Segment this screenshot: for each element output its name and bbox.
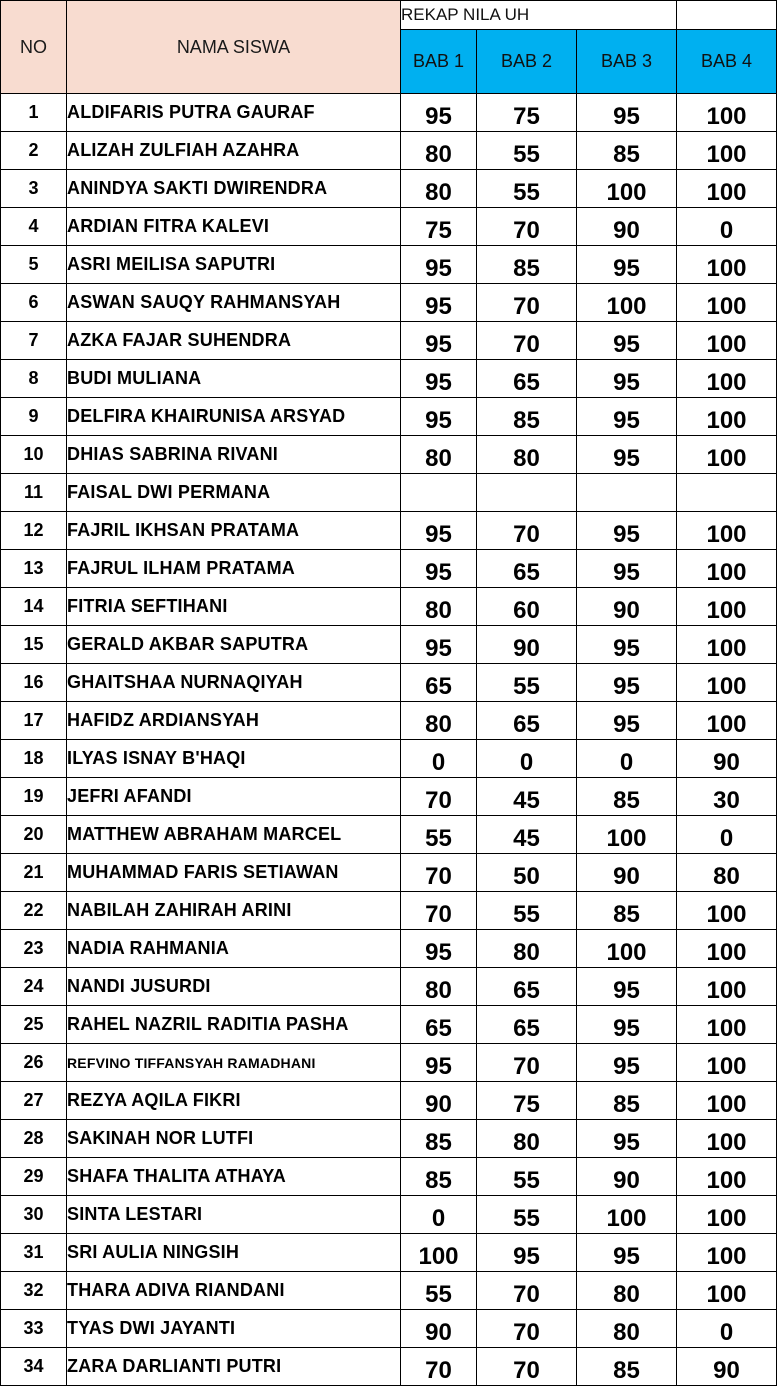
student-name-cell[interactable]: REZYA AQILA FIKRI <box>67 1082 401 1120</box>
score-bab-3-cell[interactable]: 95 <box>577 1044 677 1082</box>
score-bab-2-cell[interactable]: 65 <box>477 550 577 588</box>
score-bab-1-cell[interactable]: 70 <box>401 1348 477 1386</box>
score-bab-4-cell[interactable]: 100 <box>677 94 777 132</box>
score-bab-1-cell[interactable]: 85 <box>401 1158 477 1196</box>
student-name-cell[interactable]: HAFIDZ ARDIANSYAH <box>67 702 401 740</box>
score-bab-2-cell[interactable]: 90 <box>477 626 577 664</box>
student-name-cell[interactable]: SINTA LESTARI <box>67 1196 401 1234</box>
score-bab-2-cell[interactable]: 70 <box>477 1044 577 1082</box>
score-bab-1-cell[interactable]: 95 <box>401 246 477 284</box>
score-bab-3-cell[interactable]: 95 <box>577 664 677 702</box>
table-row <box>1 892 777 930</box>
score-bab-3-cell[interactable]: 90 <box>577 1158 677 1196</box>
student-name-cell[interactable]: SRI AULIA NINGSIH <box>67 1234 401 1272</box>
table-row <box>1 132 777 170</box>
student-no-cell[interactable]: 20 <box>1 816 67 854</box>
score-bab-2-cell[interactable]: 95 <box>477 1234 577 1272</box>
table-row <box>1 94 777 132</box>
score-bab-2-cell[interactable]: 55 <box>477 132 577 170</box>
score-bab-3-cell[interactable]: 95 <box>577 1120 677 1158</box>
score-bab-1-cell[interactable]: 95 <box>401 94 477 132</box>
score-bab-4-cell[interactable]: 100 <box>677 246 777 284</box>
student-name-cell[interactable]: DELFIRA KHAIRUNISA ARSYAD <box>67 398 401 436</box>
table-row <box>1 512 777 550</box>
score-bab-3-cell[interactable]: 95 <box>577 1006 677 1044</box>
score-bab-4-cell[interactable]: 100 <box>677 512 777 550</box>
score-bab-3-cell[interactable]: 85 <box>577 132 677 170</box>
student-name-cell[interactable]: THARA ADIVA RIANDANI <box>67 1272 401 1310</box>
header-no-cell[interactable]: NO <box>1 1 67 94</box>
header-rekap-cell[interactable]: REKAP NILA UH <box>401 1 677 30</box>
score-bab-4-cell[interactable]: 100 <box>677 702 777 740</box>
score-bab-2-cell[interactable]: 80 <box>477 436 577 474</box>
student-no-cell[interactable]: 13 <box>1 550 67 588</box>
score-bab-1-cell[interactable]: 80 <box>401 702 477 740</box>
score-bab-4-cell[interactable]: 100 <box>677 132 777 170</box>
score-bab-2-cell[interactable]: 75 <box>477 1082 577 1120</box>
score-bab-2-cell[interactable]: 75 <box>477 94 577 132</box>
student-name-cell[interactable]: MATTHEW ABRAHAM MARCEL <box>67 816 401 854</box>
score-bab-3-cell[interactable]: 90 <box>577 588 677 626</box>
student-name-cell[interactable]: GHAITSHAA NURNAQIYAH <box>67 664 401 702</box>
score-bab-4-cell[interactable]: 80 <box>677 854 777 892</box>
header-bab-1[interactable]: BAB 1 <box>401 30 477 94</box>
score-bab-3-cell[interactable]: 85 <box>577 892 677 930</box>
student-name-cell[interactable]: ARDIAN FITRA KALEVI <box>67 208 401 246</box>
score-bab-3-cell[interactable]: 85 <box>577 1348 677 1386</box>
table-row <box>1 1234 777 1272</box>
score-bab-2-cell[interactable]: 50 <box>477 854 577 892</box>
student-no-cell[interactable]: 23 <box>1 930 67 968</box>
table-row <box>1 1272 777 1310</box>
score-bab-2-cell[interactable]: 70 <box>477 1348 577 1386</box>
table-row <box>1 778 777 816</box>
score-bab-3-cell[interactable]: 0 <box>577 740 677 778</box>
score-bab-1-cell[interactable]: 95 <box>401 360 477 398</box>
score-bab-4-cell[interactable]: 100 <box>677 550 777 588</box>
student-name-cell[interactable]: BUDI MULIANA <box>67 360 401 398</box>
student-no-cell[interactable]: 22 <box>1 892 67 930</box>
table-row <box>1 1196 777 1234</box>
header-bab-3[interactable]: BAB 3 <box>577 30 677 94</box>
student-no-cell[interactable]: 14 <box>1 588 67 626</box>
student-name-cell[interactable]: ASWAN SAUQY RAHMANSYAH <box>67 284 401 322</box>
student-no-cell[interactable]: 15 <box>1 626 67 664</box>
score-bab-4-cell[interactable]: 100 <box>677 398 777 436</box>
score-bab-4-cell[interactable]: 30 <box>677 778 777 816</box>
score-bab-2-cell[interactable]: 65 <box>477 360 577 398</box>
score-bab-4-cell[interactable]: 100 <box>677 1272 777 1310</box>
student-no-cell[interactable]: 25 <box>1 1006 67 1044</box>
table-row <box>1 322 777 360</box>
score-bab-2-cell[interactable]: 65 <box>477 702 577 740</box>
student-name-cell[interactable]: SHAFA THALITA ATHAYA <box>67 1158 401 1196</box>
score-bab-2-cell[interactable]: 65 <box>477 1006 577 1044</box>
student-name-cell[interactable]: AZKA FAJAR SUHENDRA <box>67 322 401 360</box>
score-bab-1-cell[interactable]: 95 <box>401 930 477 968</box>
score-bab-4-cell[interactable]: 100 <box>677 1120 777 1158</box>
score-bab-3-cell[interactable]: 95 <box>577 398 677 436</box>
header-name-cell[interactable]: NAMA SISWA <box>67 1 401 94</box>
score-bab-1-cell[interactable]: 90 <box>401 1082 477 1120</box>
student-name-cell[interactable]: REFVINO TIFFANSYAH RAMADHANI <box>67 1044 401 1082</box>
score-bab-4-cell[interactable]: 100 <box>677 170 777 208</box>
table-row <box>1 246 777 284</box>
student-name-cell[interactable]: ASRI MEILISA SAPUTRI <box>67 246 401 284</box>
score-bab-1-cell[interactable]: 95 <box>401 284 477 322</box>
score-bab-3-cell[interactable]: 95 <box>577 512 677 550</box>
score-bab-2-cell[interactable]: 85 <box>477 398 577 436</box>
score-bab-4-cell[interactable]: 90 <box>677 740 777 778</box>
table-row <box>1 1120 777 1158</box>
score-bab-3-cell[interactable]: 100 <box>577 930 677 968</box>
score-bab-4-cell[interactable] <box>677 474 777 512</box>
table-row <box>1 208 777 246</box>
student-name-cell[interactable]: NANDI JUSURDI <box>67 968 401 1006</box>
score-bab-2-cell[interactable]: 55 <box>477 892 577 930</box>
score-bab-3-cell[interactable]: 85 <box>577 1082 677 1120</box>
score-bab-3-cell[interactable]: 85 <box>577 778 677 816</box>
score-bab-1-cell[interactable]: 80 <box>401 436 477 474</box>
score-bab-3-cell[interactable] <box>577 474 677 512</box>
student-no-cell[interactable]: 2 <box>1 132 67 170</box>
score-bab-4-cell[interactable]: 100 <box>677 1044 777 1082</box>
student-name-cell[interactable]: NADIA RAHMANIA <box>67 930 401 968</box>
score-bab-2-cell[interactable]: 70 <box>477 1310 577 1348</box>
score-bab-2-cell[interactable]: 80 <box>477 930 577 968</box>
score-bab-2-cell[interactable]: 80 <box>477 1120 577 1158</box>
score-bab-3-cell[interactable]: 100 <box>577 1196 677 1234</box>
score-bab-4-cell[interactable]: 100 <box>677 1006 777 1044</box>
score-bab-3-cell[interactable]: 95 <box>577 322 677 360</box>
score-bab-1-cell[interactable]: 80 <box>401 170 477 208</box>
score-bab-1-cell[interactable]: 0 <box>401 1196 477 1234</box>
score-bab-2-cell[interactable]: 55 <box>477 1158 577 1196</box>
table-row <box>1 284 777 322</box>
score-bab-4-cell[interactable]: 100 <box>677 1082 777 1120</box>
student-no-cell[interactable]: 28 <box>1 1120 67 1158</box>
score-bab-2-cell[interactable] <box>477 474 577 512</box>
score-bab-4-cell[interactable]: 100 <box>677 284 777 322</box>
table-row <box>1 854 777 892</box>
student-no-cell[interactable]: 12 <box>1 512 67 550</box>
score-bab-3-cell[interactable]: 80 <box>577 1310 677 1348</box>
table-row <box>1 816 777 854</box>
score-bab-4-cell[interactable]: 100 <box>677 892 777 930</box>
header-bab-4[interactable]: BAB 4 <box>677 30 777 94</box>
score-bab-2-cell[interactable]: 55 <box>477 664 577 702</box>
score-bab-1-cell[interactable]: 95 <box>401 322 477 360</box>
table-row <box>1 702 777 740</box>
score-bab-3-cell[interactable]: 90 <box>577 208 677 246</box>
student-name-cell[interactable]: FAJRIL IKHSAN PRATAMA <box>67 512 401 550</box>
score-bab-4-cell[interactable]: 100 <box>677 626 777 664</box>
table-row <box>1 626 777 664</box>
score-bab-3-cell[interactable]: 95 <box>577 550 677 588</box>
score-bab-4-cell[interactable]: 100 <box>677 930 777 968</box>
score-bab-3-cell[interactable]: 100 <box>577 816 677 854</box>
score-bab-2-cell[interactable]: 70 <box>477 512 577 550</box>
score-bab-1-cell[interactable]: 100 <box>401 1234 477 1272</box>
student-no-cell[interactable]: 6 <box>1 284 67 322</box>
table-row <box>1 1082 777 1120</box>
score-bab-1-cell[interactable]: 65 <box>401 664 477 702</box>
table-row <box>1 588 777 626</box>
student-name-cell[interactable]: ANINDYA SAKTI DWIRENDRA <box>67 170 401 208</box>
score-bab-2-cell[interactable]: 70 <box>477 1272 577 1310</box>
score-bab-4-cell[interactable]: 100 <box>677 322 777 360</box>
student-no-cell[interactable]: 24 <box>1 968 67 1006</box>
score-bab-1-cell[interactable]: 75 <box>401 208 477 246</box>
score-bab-3-cell[interactable]: 95 <box>577 968 677 1006</box>
table-row <box>1 1348 777 1386</box>
table-row <box>1 398 777 436</box>
score-bab-2-cell[interactable]: 45 <box>477 816 577 854</box>
score-bab-4-cell[interactable]: 100 <box>677 1158 777 1196</box>
student-no-cell[interactable]: 21 <box>1 854 67 892</box>
score-bab-1-cell[interactable]: 65 <box>401 1006 477 1044</box>
score-bab-1-cell[interactable]: 95 <box>401 626 477 664</box>
score-bab-1-cell[interactable]: 80 <box>401 968 477 1006</box>
score-bab-2-cell[interactable]: 70 <box>477 208 577 246</box>
student-no-cell[interactable]: 5 <box>1 246 67 284</box>
score-bab-1-cell[interactable]: 80 <box>401 588 477 626</box>
student-no-cell[interactable]: 33 <box>1 1310 67 1348</box>
score-bab-3-cell[interactable]: 95 <box>577 94 677 132</box>
score-bab-2-cell[interactable]: 60 <box>477 588 577 626</box>
header-blank-cell[interactable] <box>677 1 777 30</box>
score-bab-1-cell[interactable]: 70 <box>401 892 477 930</box>
student-no-cell[interactable]: 34 <box>1 1348 67 1386</box>
student-no-cell[interactable]: 8 <box>1 360 67 398</box>
score-bab-4-cell[interactable]: 0 <box>677 816 777 854</box>
table-row <box>1 360 777 398</box>
student-no-cell[interactable]: 10 <box>1 436 67 474</box>
score-bab-1-cell[interactable]: 95 <box>401 512 477 550</box>
student-no-cell[interactable]: 7 <box>1 322 67 360</box>
score-bab-3-cell[interactable]: 95 <box>577 436 677 474</box>
student-no-cell[interactable]: 31 <box>1 1234 67 1272</box>
student-name-cell[interactable]: GERALD AKBAR SAPUTRA <box>67 626 401 664</box>
score-bab-1-cell[interactable]: 80 <box>401 132 477 170</box>
student-no-cell[interactable]: 30 <box>1 1196 67 1234</box>
score-bab-4-cell[interactable]: 100 <box>677 664 777 702</box>
score-bab-1-cell[interactable]: 95 <box>401 550 477 588</box>
table-row <box>1 968 777 1006</box>
student-name-cell[interactable]: JEFRI AFANDI <box>67 778 401 816</box>
student-no-cell[interactable]: 9 <box>1 398 67 436</box>
score-bab-4-cell[interactable]: 100 <box>677 968 777 1006</box>
student-name-cell[interactable]: TYAS DWI JAYANTI <box>67 1310 401 1348</box>
score-bab-1-cell[interactable]: 90 <box>401 1310 477 1348</box>
score-bab-2-cell[interactable]: 85 <box>477 246 577 284</box>
header-bab-2[interactable]: BAB 2 <box>477 30 577 94</box>
student-name-cell[interactable]: FITRIA SEFTIHANI <box>67 588 401 626</box>
score-bab-3-cell[interactable]: 90 <box>577 854 677 892</box>
score-bab-1-cell[interactable] <box>401 474 477 512</box>
table-row <box>1 550 777 588</box>
score-bab-3-cell[interactable]: 95 <box>577 626 677 664</box>
score-bab-3-cell[interactable]: 95 <box>577 1234 677 1272</box>
score-bab-4-cell[interactable]: 0 <box>677 1310 777 1348</box>
score-bab-4-cell[interactable]: 90 <box>677 1348 777 1386</box>
student-no-cell[interactable]: 3 <box>1 170 67 208</box>
score-bab-1-cell[interactable]: 55 <box>401 816 477 854</box>
score-bab-2-cell[interactable]: 70 <box>477 284 577 322</box>
student-no-cell[interactable]: 29 <box>1 1158 67 1196</box>
table-row <box>1 1158 777 1196</box>
score-bab-4-cell[interactable]: 100 <box>677 1196 777 1234</box>
table-row <box>1 1310 777 1348</box>
student-no-cell[interactable]: 1 <box>1 94 67 132</box>
table-row <box>1 740 777 778</box>
score-bab-2-cell[interactable]: 70 <box>477 322 577 360</box>
student-name-cell[interactable]: NABILAH ZAHIRAH ARINI <box>67 892 401 930</box>
score-bab-1-cell[interactable]: 95 <box>401 398 477 436</box>
table-row <box>1 474 777 512</box>
score-bab-3-cell[interactable]: 95 <box>577 702 677 740</box>
student-no-cell[interactable]: 17 <box>1 702 67 740</box>
score-bab-4-cell[interactable]: 100 <box>677 588 777 626</box>
student-name-cell[interactable]: MUHAMMAD FARIS SETIAWAN <box>67 854 401 892</box>
header-row-1 <box>1 1 777 30</box>
student-no-cell[interactable]: 18 <box>1 740 67 778</box>
score-bab-2-cell[interactable]: 55 <box>477 170 577 208</box>
score-bab-1-cell[interactable]: 85 <box>401 1120 477 1158</box>
student-name-cell[interactable]: SAKINAH NOR LUTFI <box>67 1120 401 1158</box>
student-no-cell[interactable]: 32 <box>1 1272 67 1310</box>
score-bab-2-cell[interactable]: 65 <box>477 968 577 1006</box>
score-bab-4-cell[interactable]: 0 <box>677 208 777 246</box>
score-bab-3-cell[interactable]: 95 <box>577 360 677 398</box>
student-no-cell[interactable]: 27 <box>1 1082 67 1120</box>
student-name-cell[interactable]: FAJRUL ILHAM PRATAMA <box>67 550 401 588</box>
score-bab-3-cell[interactable]: 95 <box>577 246 677 284</box>
student-no-cell[interactable]: 4 <box>1 208 67 246</box>
table-row <box>1 436 777 474</box>
score-bab-2-cell[interactable]: 45 <box>477 778 577 816</box>
score-bab-3-cell[interactable]: 80 <box>577 1272 677 1310</box>
student-no-cell[interactable]: 16 <box>1 664 67 702</box>
score-bab-3-cell[interactable]: 100 <box>577 170 677 208</box>
student-name-cell[interactable]: ALIZAH ZULFIAH AZAHRA <box>67 132 401 170</box>
score-bab-2-cell[interactable]: 0 <box>477 740 577 778</box>
score-bab-2-cell[interactable]: 55 <box>477 1196 577 1234</box>
student-no-cell[interactable]: 19 <box>1 778 67 816</box>
score-bab-1-cell[interactable]: 0 <box>401 740 477 778</box>
student-name-cell[interactable]: ZARA DARLIANTI PUTRI <box>67 1348 401 1386</box>
score-bab-4-cell[interactable]: 100 <box>677 360 777 398</box>
table-row <box>1 170 777 208</box>
table-row <box>1 1006 777 1044</box>
score-bab-4-cell[interactable]: 100 <box>677 1234 777 1272</box>
score-bab-1-cell[interactable]: 95 <box>401 1044 477 1082</box>
student-name-cell[interactable]: FAISAL DWI PERMANA <box>67 474 401 512</box>
student-no-cell[interactable]: 11 <box>1 474 67 512</box>
table-row <box>1 930 777 968</box>
student-name-cell[interactable]: DHIAS SABRINA RIVANI <box>67 436 401 474</box>
student-name-cell[interactable]: RAHEL NAZRIL RADITIA PASHA <box>67 1006 401 1044</box>
score-bab-4-cell[interactable]: 100 <box>677 436 777 474</box>
score-bab-1-cell[interactable]: 70 <box>401 854 477 892</box>
student-no-cell[interactable]: 26 <box>1 1044 67 1082</box>
score-bab-1-cell[interactable]: 70 <box>401 778 477 816</box>
table-row <box>1 664 777 702</box>
score-bab-3-cell[interactable]: 100 <box>577 284 677 322</box>
score-bab-1-cell[interactable]: 55 <box>401 1272 477 1310</box>
student-name-cell[interactable]: ALDIFARIS PUTRA GAURAF <box>67 94 401 132</box>
student-name-cell[interactable]: ILYAS ISNAY B'HAQI <box>67 740 401 778</box>
table-row <box>1 1044 777 1082</box>
